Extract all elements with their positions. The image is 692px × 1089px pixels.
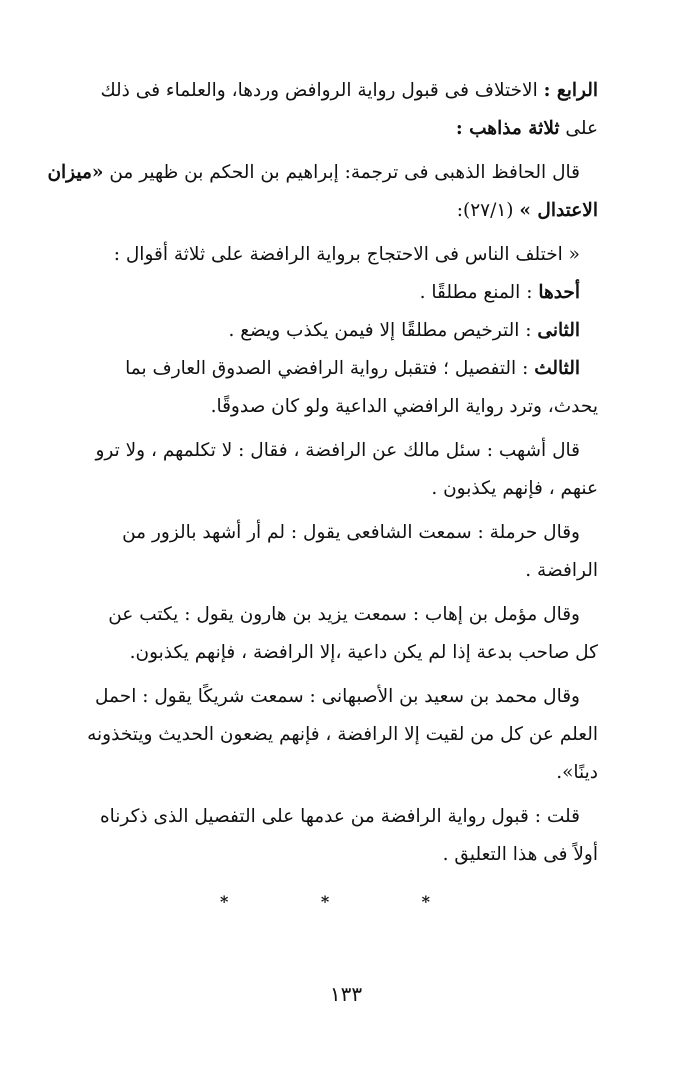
paragraph-line	[70, 110, 598, 148]
text-span: أولاً فى هذا التعليق .	[442, 844, 598, 865]
paragraph-line	[70, 192, 598, 230]
quote-line	[70, 388, 598, 426]
paragraph-line	[70, 798, 598, 836]
paragraph-line	[70, 552, 598, 590]
paragraph-line	[70, 634, 598, 672]
paragraph-line	[70, 596, 598, 634]
text-span: وقال حرملة : سمعت الشافعى يقول : لم أر أشهد بالزور من	[122, 522, 580, 543]
text-span: : التفصيل ؛ فتقبل رواية الرافضي الصدوق العارف بما	[125, 358, 535, 379]
quote-line	[70, 236, 598, 274]
text-span: الاختلاف فى قبول رواية الروافض وردها، والعلماء فى ذلك	[100, 80, 544, 101]
paragraph-line	[70, 72, 598, 110]
asterisk-ornament: *	[421, 892, 430, 911]
text-span: يحدث، وترد رواية الرافضي الداعية ولو كان صدوقًا.	[210, 396, 598, 417]
page-body	[47, 72, 598, 874]
text-span: قلت : قبول رواية الرافضة من عدمها على التفصيل الذى ذكرناه	[99, 806, 580, 827]
quote-line	[70, 274, 598, 312]
text-span: وقال مؤمل بن إهاب : سمعت يزيد بن هارون يقول : يكتب عن	[108, 604, 580, 625]
text-span: الرافضة .	[525, 560, 598, 581]
text-span: : الترخيص مطلقًا إلا فيمن يكذب ويضع .	[228, 320, 538, 341]
text-span: كل صاحب بدعة إذا لم يكن داعية ،إلا الرافضة ، فإنهم يكذبون.	[129, 642, 598, 663]
text-span: : المنع مطلقًا .	[419, 282, 539, 303]
page-number: ١٣٣	[329, 982, 363, 1006]
text-span: العلم عن كل من لقيت إلا الرافضة ، فإنهم يضعون الحديث ويتخذونه	[87, 724, 598, 745]
quote-line	[70, 312, 598, 350]
text-span: دينًا».	[556, 762, 598, 783]
paragraph-line	[70, 432, 598, 470]
paragraph-line	[70, 514, 598, 552]
section-divider	[220, 892, 430, 911]
paragraph-line	[70, 754, 598, 792]
text-span: « اختلف الناس فى الاحتجاج برواية الرافضة على ثلاثة أقوال :	[113, 244, 580, 265]
heading-fourth: الرابع :	[543, 80, 598, 101]
text-span: عنهم ، فإنهم يكذبون .	[431, 478, 598, 499]
bold-span: ثلاثة مذاهب :	[455, 118, 560, 139]
paragraph-line	[70, 470, 598, 508]
paragraph-line	[70, 716, 598, 754]
paragraph-line	[47, 154, 598, 192]
book-title: «ميزان	[47, 162, 104, 183]
paragraph-line	[70, 678, 598, 716]
text-span: وقال محمد بن سعيد بن الأصبهانى : سمعت شريكًا يقول : احمل	[95, 686, 580, 707]
book-title: الاعتدال »	[519, 200, 598, 221]
label-third: الثالث	[534, 358, 580, 379]
paragraph-line	[70, 836, 598, 874]
text-span: على	[559, 118, 598, 139]
label-first: أحدها	[538, 282, 580, 303]
label-second: الثانى	[537, 320, 580, 341]
quote-line	[70, 350, 598, 388]
asterisk-ornament: *	[220, 892, 229, 911]
citation: (٢٧/١):	[456, 200, 520, 221]
text-span: قال الحافظ الذهبى فى ترجمة: إبراهيم بن الحكم بن ظهير من	[103, 162, 580, 183]
asterisk-ornament: *	[320, 892, 330, 911]
text-span: قال أشهب : سئل مالك عن الرافضة ، فقال : لا تكلمهم ، ولا ترو	[95, 440, 580, 461]
